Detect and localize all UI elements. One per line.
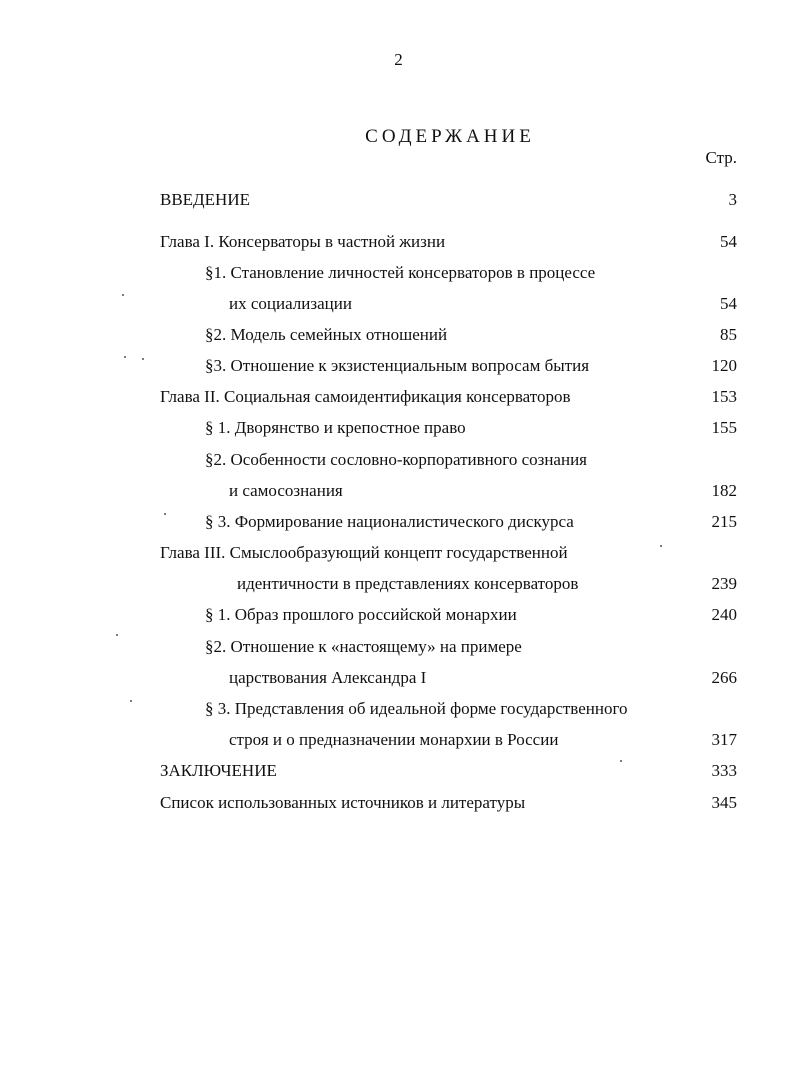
toc-entry-text: §2. Особенности сословно-корпоративного сознания xyxy=(205,450,587,469)
toc-entry-introduction xyxy=(0,187,797,213)
toc-entry-page: 333 xyxy=(711,761,737,780)
toc-entry-text: ВВЕДЕНИЕ xyxy=(160,190,250,209)
toc-entry-page: 155 xyxy=(711,418,737,437)
scan-speck xyxy=(124,356,126,358)
toc-entry-chapter-3 xyxy=(0,540,797,566)
toc-entry-text: и самосознания xyxy=(229,481,343,500)
toc-entry-text: § 3. Формирование националистического дискурса xyxy=(205,512,574,531)
toc-entry-text: § 1. Образ прошлого российской монархии xyxy=(205,605,517,624)
scan-speck xyxy=(130,700,132,702)
scan-speck xyxy=(660,545,662,547)
toc-entry-section-2-2-cont xyxy=(0,478,797,504)
toc-entry-page: 239 xyxy=(711,574,737,593)
scan-speck xyxy=(620,760,622,762)
toc-entry-bibliography xyxy=(0,790,797,816)
toc-entry-text: их социализации xyxy=(229,294,352,313)
toc-entry-text: §2. Модель семейных отношений xyxy=(205,325,448,344)
toc-entry-text: Список использованных источников и литературы xyxy=(160,793,526,812)
toc-entry-section-1-1-cont xyxy=(0,291,797,317)
toc-entry-text: Глава III. Смыслообразующий концепт государственной xyxy=(160,543,568,562)
toc-entry-section-2-3 xyxy=(0,509,797,535)
toc-entry-conclusion xyxy=(0,758,797,784)
toc-entry-page: 120 xyxy=(711,356,737,375)
toc-entry-text: §2. Отношение к «настоящему» на примере xyxy=(205,637,522,656)
toc-entry-page: 85 xyxy=(720,325,737,344)
toc-entry-page: 317 xyxy=(711,730,737,749)
scan-speck xyxy=(142,358,144,360)
toc-entry-page: 54 xyxy=(720,294,737,313)
toc-entry-page: 345 xyxy=(711,793,737,812)
page-column-label: Стр. xyxy=(705,148,737,167)
toc-entry-section-2-1 xyxy=(0,415,797,441)
toc-entry-text: § 3. Представления об идеальной форме государственного xyxy=(205,699,628,718)
scan-speck xyxy=(116,634,118,636)
toc-entry-section-3-2 xyxy=(0,634,797,660)
toc-entry-page: 54 xyxy=(720,232,737,251)
toc-entry-section-2-2 xyxy=(0,447,797,473)
toc-entry-chapter-3-cont xyxy=(0,571,797,597)
scan-speck xyxy=(164,513,166,515)
toc-entry-text: §1. Становление личностей консерваторов в процессе xyxy=(205,263,596,282)
page-number: 2 xyxy=(394,50,403,69)
toc-entry-page: 266 xyxy=(711,668,737,687)
toc-entry-chapter-2 xyxy=(0,384,797,410)
toc-entry-section-1-1 xyxy=(0,260,797,286)
toc-entry-page: 153 xyxy=(711,387,737,406)
toc-entry-text: ЗАКЛЮЧЕНИЕ xyxy=(160,761,277,780)
toc-entry-text: идентичности в представлениях консерваторов xyxy=(237,574,579,593)
page-title: СОДЕРЖАНИЕ xyxy=(365,126,535,147)
toc-entry-page: 182 xyxy=(711,481,737,500)
toc-entry-section-1-2 xyxy=(0,322,797,348)
toc-entry-text: Глава II. Социальная самоидентификация консерваторов xyxy=(160,387,571,406)
toc-entry-text: строя и о предназначении монархии в России xyxy=(229,730,559,749)
toc-entry-section-3-3 xyxy=(0,696,797,722)
toc-entry-page: 240 xyxy=(711,605,737,624)
toc-entry-section-3-1 xyxy=(0,602,797,628)
toc-entry-section-3-2-cont xyxy=(0,665,797,691)
scan-speck xyxy=(122,294,124,296)
toc-entry-text: §3. Отношение к экзистенциальным вопросам бытия xyxy=(205,356,590,375)
toc-entry-page: 3 xyxy=(728,190,737,209)
toc-entry-text: царствования Александра I xyxy=(229,668,427,687)
toc-entry-section-1-3 xyxy=(0,353,797,379)
toc-entry-text: Глава I. Консерваторы в частной жизни xyxy=(160,232,446,251)
toc-entry-text: § 1. Дворянство и крепостное право xyxy=(205,418,466,437)
toc-entry-section-3-3-cont xyxy=(0,727,797,753)
toc-entry-chapter-1 xyxy=(0,229,797,255)
toc-entry-page: 215 xyxy=(711,512,737,531)
